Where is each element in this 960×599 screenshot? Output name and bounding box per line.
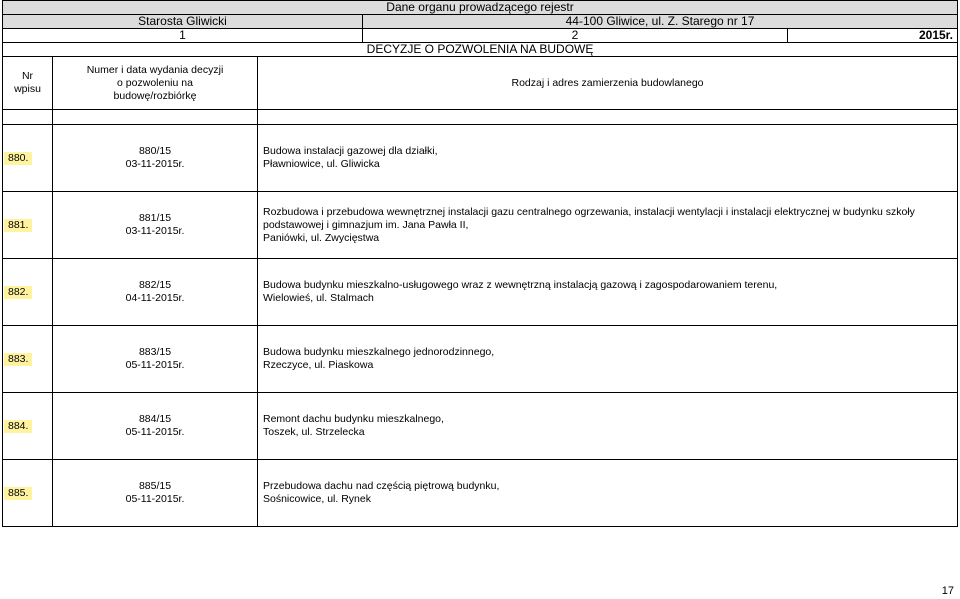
entry-number: 881. — [4, 219, 32, 232]
decision-date: 03-11-2015r. — [125, 225, 185, 237]
decision-date: 04-11-2015r. — [125, 292, 185, 304]
project-location: Pławniowice, ul. Gliwicka — [263, 158, 380, 170]
entry-number: 885. — [4, 487, 32, 500]
decision-number: 885/15 — [138, 480, 172, 492]
register-year: 2015r. — [788, 29, 958, 43]
header-table — [2, 0, 958, 57]
table-row — [3, 259, 958, 326]
table-row — [3, 393, 958, 460]
column-index-1: 1 — [3, 29, 363, 43]
table-row — [3, 326, 958, 393]
decision-date: 05-11-2015r. — [125, 493, 185, 505]
authority-address: 44-100 Gliwice, ul. Z. Starego nr 17 — [363, 15, 958, 29]
project-description: Rozbudowa i przebudowa wewnętrznej instalacji gazu centralnego ogrzewania, instalacji wentylacji i instalacji elektrycznej w budynku szkoły podstawowej i gimnazjum im. Jana Pawła II, — [263, 205, 915, 231]
decision-date: 03-11-2015r. — [125, 158, 185, 170]
table-row — [3, 460, 958, 527]
header-gap — [3, 110, 958, 125]
entry-number: 883. — [4, 353, 32, 366]
entry-number: 884. — [4, 420, 32, 433]
register-sheet — [2, 0, 957, 527]
project-description: Budowa budynku mieszkalnego jednorodzinnego, — [263, 346, 495, 358]
column-header-decision — [53, 57, 258, 110]
project-location: Rzeczyce, ul. Piaskowa — [263, 359, 374, 371]
project-description: Budowa budynku mieszkalno-usługowego wraz z wewnętrzną instalacją gazową i zagospodarowaniem terenu, — [263, 279, 778, 291]
column-index-2: 2 — [363, 29, 788, 43]
table-row — [3, 192, 958, 259]
decision-number: 882/15 — [138, 279, 172, 291]
project-location: Wielowieś, ul. Stalmach — [263, 292, 374, 304]
decision-date: 05-11-2015r. — [125, 359, 185, 371]
entry-number: 882. — [4, 286, 32, 299]
permits-table — [2, 56, 958, 527]
decision-number: 880/15 — [138, 145, 172, 157]
decision-number: 883/15 — [138, 346, 172, 358]
column-header-description: Rodzaj i adres zamierzenia budowlanego — [258, 57, 958, 110]
decision-number: 884/15 — [138, 413, 172, 425]
project-location: Paniówki, ul. Zwycięstwa — [263, 231, 380, 244]
section-title: DECYZJE O POZWOLENIA NA BUDOWĘ — [3, 43, 958, 57]
project-location: Toszek, ul. Strzelecka — [263, 426, 365, 438]
entry-number: 880. — [4, 152, 32, 165]
decision-number: 881/15 — [138, 212, 172, 224]
column-header-nr — [3, 57, 53, 110]
project-description: Budowa instalacji gazowej dla działki, — [263, 145, 438, 157]
authority-name: Starosta Gliwicki — [3, 15, 363, 29]
project-location: Sośnicowice, ul. Rynek — [263, 493, 371, 505]
column-header-decision-text: Numer i data wydania decyzji o pozwoleniu na budowę/rozbiórkę — [86, 63, 224, 102]
table-row — [3, 125, 958, 192]
column-header-nr-text: Nr wpisu — [14, 70, 41, 95]
decision-date: 05-11-2015r. — [125, 426, 185, 438]
project-description: Remont dachu budynku mieszkalnego, — [263, 413, 444, 425]
project-description: Przebudowa dachu nad częścią piętrową budynku, — [263, 480, 500, 492]
page-number: 17 — [941, 585, 954, 597]
register-title: Dane organu prowadzącego rejestr — [3, 1, 958, 15]
